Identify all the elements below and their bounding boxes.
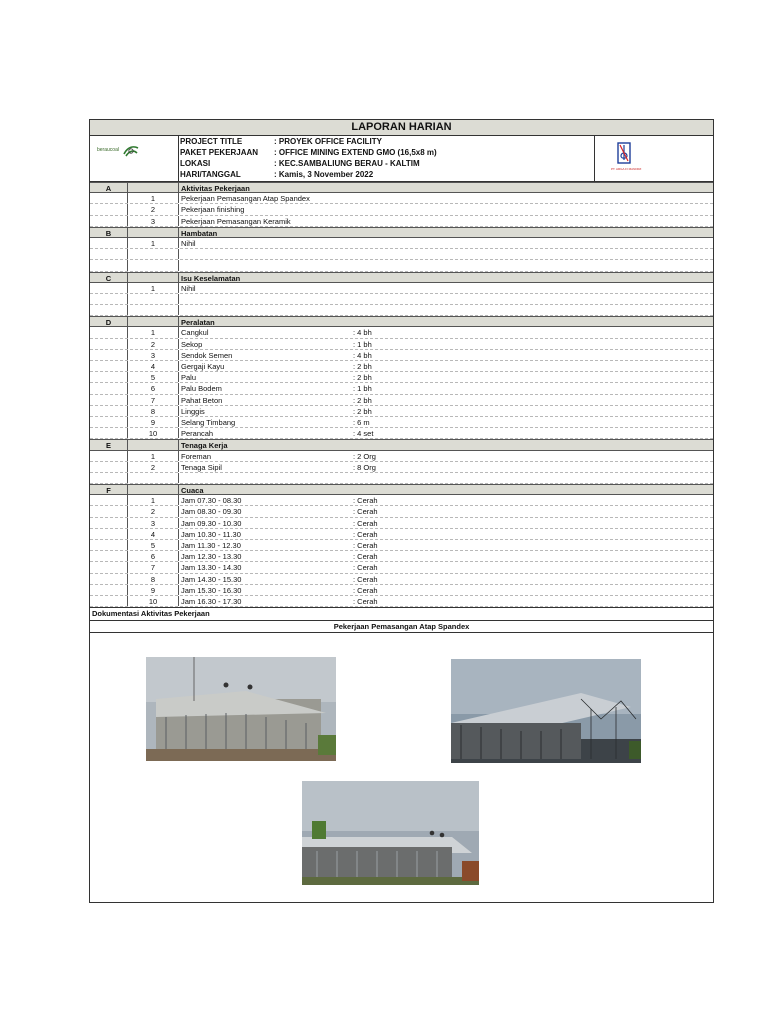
- row-number: 4: [128, 361, 179, 371]
- row-quantity: : Cerah: [353, 574, 378, 584]
- table-row: [90, 451, 713, 462]
- section-title: Peralatan: [181, 318, 215, 328]
- row-quantity: : 1 bh: [353, 339, 372, 349]
- row-quantity: : Cerah: [353, 563, 378, 573]
- row-code-cell: [90, 473, 128, 483]
- row-text: Jam 12.30 - 13.30: [181, 552, 242, 562]
- row-quantity: : Cerah: [353, 507, 378, 517]
- row-text: Jam 10.30 - 11.30: [181, 529, 241, 539]
- row-text: Jam 13.30 - 14.30: [181, 563, 242, 573]
- table-row: [90, 562, 713, 573]
- row-number: [128, 473, 179, 483]
- row-code-cell: [90, 249, 128, 259]
- row-code-cell: [90, 596, 128, 606]
- table-row: [90, 204, 713, 215]
- row-text: Pekerjaan Pemasangan Atap Spandex: [181, 194, 310, 204]
- table-row: [90, 238, 713, 249]
- row-code-cell: [90, 260, 128, 270]
- row-code-cell: [90, 383, 128, 393]
- report-title: LAPORAN HARIAN: [90, 120, 713, 136]
- table-row: [90, 294, 713, 305]
- table-row: [90, 428, 713, 439]
- row-quantity: : 2 bh: [353, 373, 372, 383]
- row-number: [128, 249, 179, 259]
- row-number: 7: [128, 562, 179, 572]
- table-row: [90, 305, 713, 316]
- row-quantity: : 4 bh: [353, 350, 372, 360]
- date-value: : Kamis, 3 November 2022: [274, 170, 374, 179]
- row-number: 2: [128, 462, 179, 472]
- section-title: Hambatan: [181, 228, 218, 238]
- row-quantity: : 2 bh: [353, 362, 372, 371]
- row-number: 10: [128, 428, 179, 438]
- row-code-cell: [90, 395, 128, 405]
- section-header-e: [90, 439, 713, 450]
- row-quantity: : 4 set: [353, 429, 374, 439]
- row-text: Pahat Beton: [181, 395, 223, 405]
- table-row: [90, 193, 713, 204]
- table-row: [90, 216, 713, 227]
- table-row: [90, 372, 713, 383]
- row-text: Jam 15.30 - 16.30: [181, 585, 242, 595]
- row-code-cell: [90, 361, 128, 371]
- row-code-cell: [90, 417, 128, 427]
- table-row: [90, 361, 713, 372]
- row-code-cell: [90, 495, 128, 505]
- row-number: 2: [128, 506, 179, 516]
- row-number: [128, 294, 179, 304]
- row-text: Linggis: [181, 406, 205, 416]
- section-title: Isu Keselamatan: [181, 273, 241, 283]
- row-quantity: : 1 bh: [353, 384, 372, 394]
- row-number: 7: [128, 395, 179, 405]
- table-row: [90, 540, 713, 551]
- section-code: B: [90, 228, 128, 237]
- brand-logo-text: beraucoal: [97, 147, 119, 153]
- row-number: 9: [128, 417, 179, 427]
- location-value: : KEC.SAMBALIUNG BERAU - KALTIM: [274, 159, 420, 168]
- row-number: 1: [128, 495, 179, 505]
- row-text: Foreman: [181, 451, 212, 461]
- table-row: [90, 406, 713, 417]
- daily-report-sheet: [89, 119, 714, 903]
- project-title-value: : PROYEK OFFICE FACILITY: [274, 137, 383, 146]
- project-title-row: [179, 136, 594, 147]
- report-header: [90, 136, 713, 182]
- row-code-cell: [90, 506, 128, 516]
- table-row: [90, 249, 713, 260]
- row-text: Jam 16.30 - 17.30: [181, 596, 242, 606]
- row-code-cell: [90, 406, 128, 416]
- row-quantity: : 6 m: [353, 417, 370, 427]
- section-code: C: [90, 273, 128, 282]
- row-code-cell: [90, 585, 128, 595]
- row-code-cell: [90, 238, 128, 248]
- table-row: [90, 551, 713, 562]
- row-number: [128, 260, 179, 270]
- row-number: 6: [128, 551, 179, 561]
- row-code-cell: [90, 193, 128, 203]
- row-code-cell: [90, 518, 128, 528]
- package-label: PAKET PEKERJAAN: [180, 148, 259, 157]
- row-text: Gergaji Kayu: [181, 362, 225, 371]
- table-row: [90, 506, 713, 517]
- project-title-label: PROJECT TITLE: [180, 137, 243, 146]
- row-code-cell: [90, 204, 128, 214]
- table-row: [90, 462, 713, 473]
- section-title: Tenaga Kerja: [181, 441, 228, 451]
- row-number: 1: [128, 238, 179, 248]
- section-header-a: [90, 182, 713, 193]
- row-quantity: : 4 bh: [353, 328, 372, 338]
- section-header-c: [90, 272, 713, 283]
- row-quantity: : Cerah: [353, 541, 378, 550]
- row-quantity: : 8 Org: [353, 462, 376, 472]
- section-title: Cuaca: [181, 486, 204, 496]
- row-code-cell: [90, 350, 128, 360]
- row-text: Sekop: [181, 339, 203, 349]
- section-spacer: [128, 273, 179, 282]
- roof-work-photo-2: [451, 659, 641, 763]
- location-row: [179, 158, 594, 169]
- section-spacer: [128, 485, 179, 494]
- row-quantity: : 2 Org: [353, 451, 376, 461]
- table-row: [90, 473, 713, 484]
- report-sections: [90, 182, 713, 607]
- row-code-cell: [90, 339, 128, 349]
- row-text: Jam 08.30 - 09.30: [181, 507, 242, 517]
- row-code-cell: [90, 372, 128, 382]
- company-logo-left: [90, 136, 179, 181]
- row-text: Pekerjaan finishing: [181, 205, 245, 215]
- row-code-cell: [90, 551, 128, 561]
- table-row: [90, 383, 713, 394]
- table-row: [90, 350, 713, 361]
- row-number: 2: [128, 204, 179, 214]
- row-number: 6: [128, 383, 179, 393]
- date-label: HARI/TANGGAL: [180, 170, 241, 179]
- row-quantity: : Cerah: [353, 596, 378, 606]
- contractor-logo-icon: [617, 142, 631, 164]
- row-number: 3: [128, 350, 179, 360]
- row-code-cell: [90, 574, 128, 584]
- row-quantity: : 2 bh: [353, 395, 372, 405]
- table-row: [90, 260, 713, 271]
- table-row: [90, 339, 713, 350]
- table-row: [90, 327, 713, 338]
- project-info: [179, 136, 594, 181]
- documentation-title: Dokumentasi Aktivitas Pekerjaan: [90, 607, 713, 621]
- row-number: [128, 305, 179, 315]
- date-row: [179, 169, 594, 180]
- row-quantity: : 2 bh: [353, 406, 372, 416]
- table-row: [90, 283, 713, 294]
- row-code-cell: [90, 540, 128, 550]
- package-value: : OFFICE MINING EXTEND GMO (16,5x8 m): [274, 148, 437, 157]
- table-row: [90, 495, 713, 506]
- roof-work-photo-1: [146, 657, 336, 761]
- row-text: Nihil: [181, 238, 196, 248]
- row-number: 5: [128, 372, 179, 382]
- section-code: A: [90, 183, 128, 192]
- row-number: 10: [128, 596, 179, 606]
- row-code-cell: [90, 562, 128, 572]
- section-spacer: [128, 440, 179, 449]
- row-quantity: : Cerah: [353, 529, 378, 539]
- table-row: [90, 529, 713, 540]
- row-quantity: : Cerah: [353, 496, 378, 506]
- row-text: Jam 14.30 - 15.30: [181, 574, 242, 584]
- row-number: 8: [128, 406, 179, 416]
- row-number: 2: [128, 339, 179, 349]
- row-text: Palu: [181, 373, 197, 383]
- section-code: F: [90, 485, 128, 494]
- row-text: Perancah: [181, 429, 214, 439]
- row-number: 8: [128, 574, 179, 584]
- row-text: Pekerjaan Pemasangan Keramik: [181, 216, 291, 226]
- row-number: 1: [128, 451, 179, 461]
- row-quantity: : Cerah: [353, 518, 378, 528]
- location-label: LOKASI: [180, 159, 211, 168]
- package-row: [179, 147, 594, 158]
- roof-work-photo-3: [302, 781, 479, 885]
- documentation-subtitle: Pekerjaan Pemasangan Atap Spandex: [90, 621, 713, 633]
- row-code-cell: [90, 428, 128, 438]
- row-code-cell: [90, 327, 128, 337]
- row-code-cell: [90, 529, 128, 539]
- row-text: Sendok Semen: [181, 350, 233, 360]
- section-spacer: [128, 228, 179, 237]
- row-code-cell: [90, 462, 128, 472]
- section-spacer: [128, 183, 179, 192]
- row-number: 1: [128, 283, 179, 293]
- row-code-cell: [90, 283, 128, 293]
- row-text: Jam 09.30 - 10.30: [181, 518, 242, 528]
- row-text: Jam 07.30 - 08.30: [181, 496, 242, 506]
- section-header-f: [90, 484, 713, 495]
- row-code-cell: [90, 451, 128, 461]
- row-quantity: : Cerah: [353, 552, 378, 562]
- section-spacer: [128, 317, 179, 326]
- row-text: Palu Bodem: [181, 384, 222, 394]
- company-logo-right: [594, 136, 713, 181]
- photo-gallery: [90, 633, 713, 901]
- leaf-logo-icon: [122, 144, 140, 158]
- row-number: 3: [128, 518, 179, 528]
- section-title: Aktivitas Pekerjaan: [181, 184, 250, 193]
- section-header-b: [90, 227, 713, 238]
- table-row: [90, 417, 713, 428]
- row-number: 1: [128, 327, 179, 337]
- row-code-cell: [90, 305, 128, 315]
- row-text: Tenaga Sipil: [181, 462, 222, 472]
- table-row: [90, 585, 713, 596]
- row-text: Jam 11.30 - 12.30: [181, 541, 241, 550]
- table-row: [90, 518, 713, 529]
- table-row: [90, 395, 713, 406]
- section-header-d: [90, 316, 713, 327]
- row-number: 4: [128, 529, 179, 539]
- row-code-cell: [90, 216, 128, 226]
- row-number: 9: [128, 585, 179, 595]
- row-number: 5: [128, 540, 179, 550]
- row-number: 1: [128, 193, 179, 203]
- row-text: Selang Timbang: [181, 417, 236, 427]
- section-code: E: [90, 440, 128, 449]
- row-text: Nihil: [181, 283, 196, 293]
- row-code-cell: [90, 294, 128, 304]
- section-code: D: [90, 317, 128, 326]
- row-quantity: : Cerah: [353, 585, 378, 595]
- table-row: [90, 596, 713, 607]
- row-number: 3: [128, 216, 179, 226]
- contractor-caption: PT. ARGA FI MANDIRI: [611, 167, 642, 171]
- row-text: Cangkul: [181, 328, 209, 338]
- table-row: [90, 574, 713, 585]
